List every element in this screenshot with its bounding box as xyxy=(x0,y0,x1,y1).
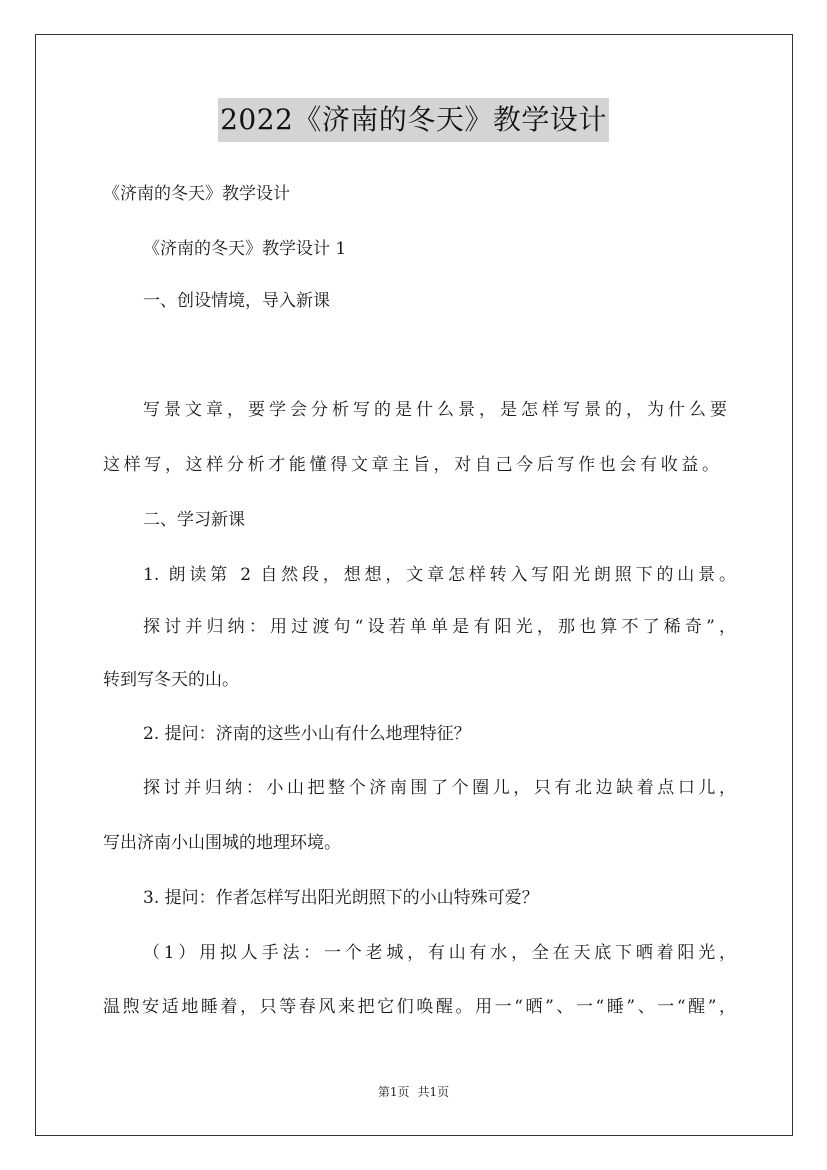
paragraph-line: 转到写冬天的山。 xyxy=(103,670,239,690)
section-heading-intro: 一、创设情境，导入新课 xyxy=(143,291,330,311)
page-footer xyxy=(0,1082,827,1102)
page-number: 第1页 xyxy=(377,1085,410,1099)
section-heading-learn: 二、学习新课 xyxy=(143,510,245,530)
paragraph-line: 1. 朗读第 2 自然段，想想，文章怎样转入写阳光朗照下的山景。 xyxy=(143,565,736,585)
paragraph-line: 写景文章，要学会分析写的是什么景，是怎样写景的，为什么要 xyxy=(143,400,727,420)
paragraph-line: 写出济南小山围城的地理环境。 xyxy=(103,833,341,853)
title-container xyxy=(0,98,827,142)
paragraph-line: 探讨并归纳：小山把整个济南围了个圈儿，只有北边缺着点口儿， xyxy=(143,778,736,798)
page-total: 共1页 xyxy=(417,1085,450,1099)
subtitle-line: 《济南的冬天》教学设计 xyxy=(103,184,290,204)
section-heading-1: 《济南的冬天》教学设计 1 xyxy=(143,239,347,259)
document-title: 2022《济南的冬天》教学设计 xyxy=(218,98,609,142)
question-line: 2. 提问：济南的这些小山有什么地理特征？ xyxy=(143,724,471,744)
paragraph-line: 这样写，这样分析才能懂得文章主旨，对自己今后写作也会有收益。 xyxy=(103,455,719,475)
question-line: 3. 提问：作者怎样写出阳光朗照下的小山特殊可爱？ xyxy=(143,888,539,908)
paragraph-line: （1）用拟人手法：一个老城，有山有水，全在天底下晒着阳光， xyxy=(143,943,736,963)
paragraph-line: 温煦安适地睡着，只等春风来把它们唤醒。用一“晒”、一“睡”、一“醒”， xyxy=(103,997,736,1017)
paragraph-line: 探讨并归纳：用过渡句“设若单单是有阳光，那也算不了稀奇”， xyxy=(143,617,736,637)
